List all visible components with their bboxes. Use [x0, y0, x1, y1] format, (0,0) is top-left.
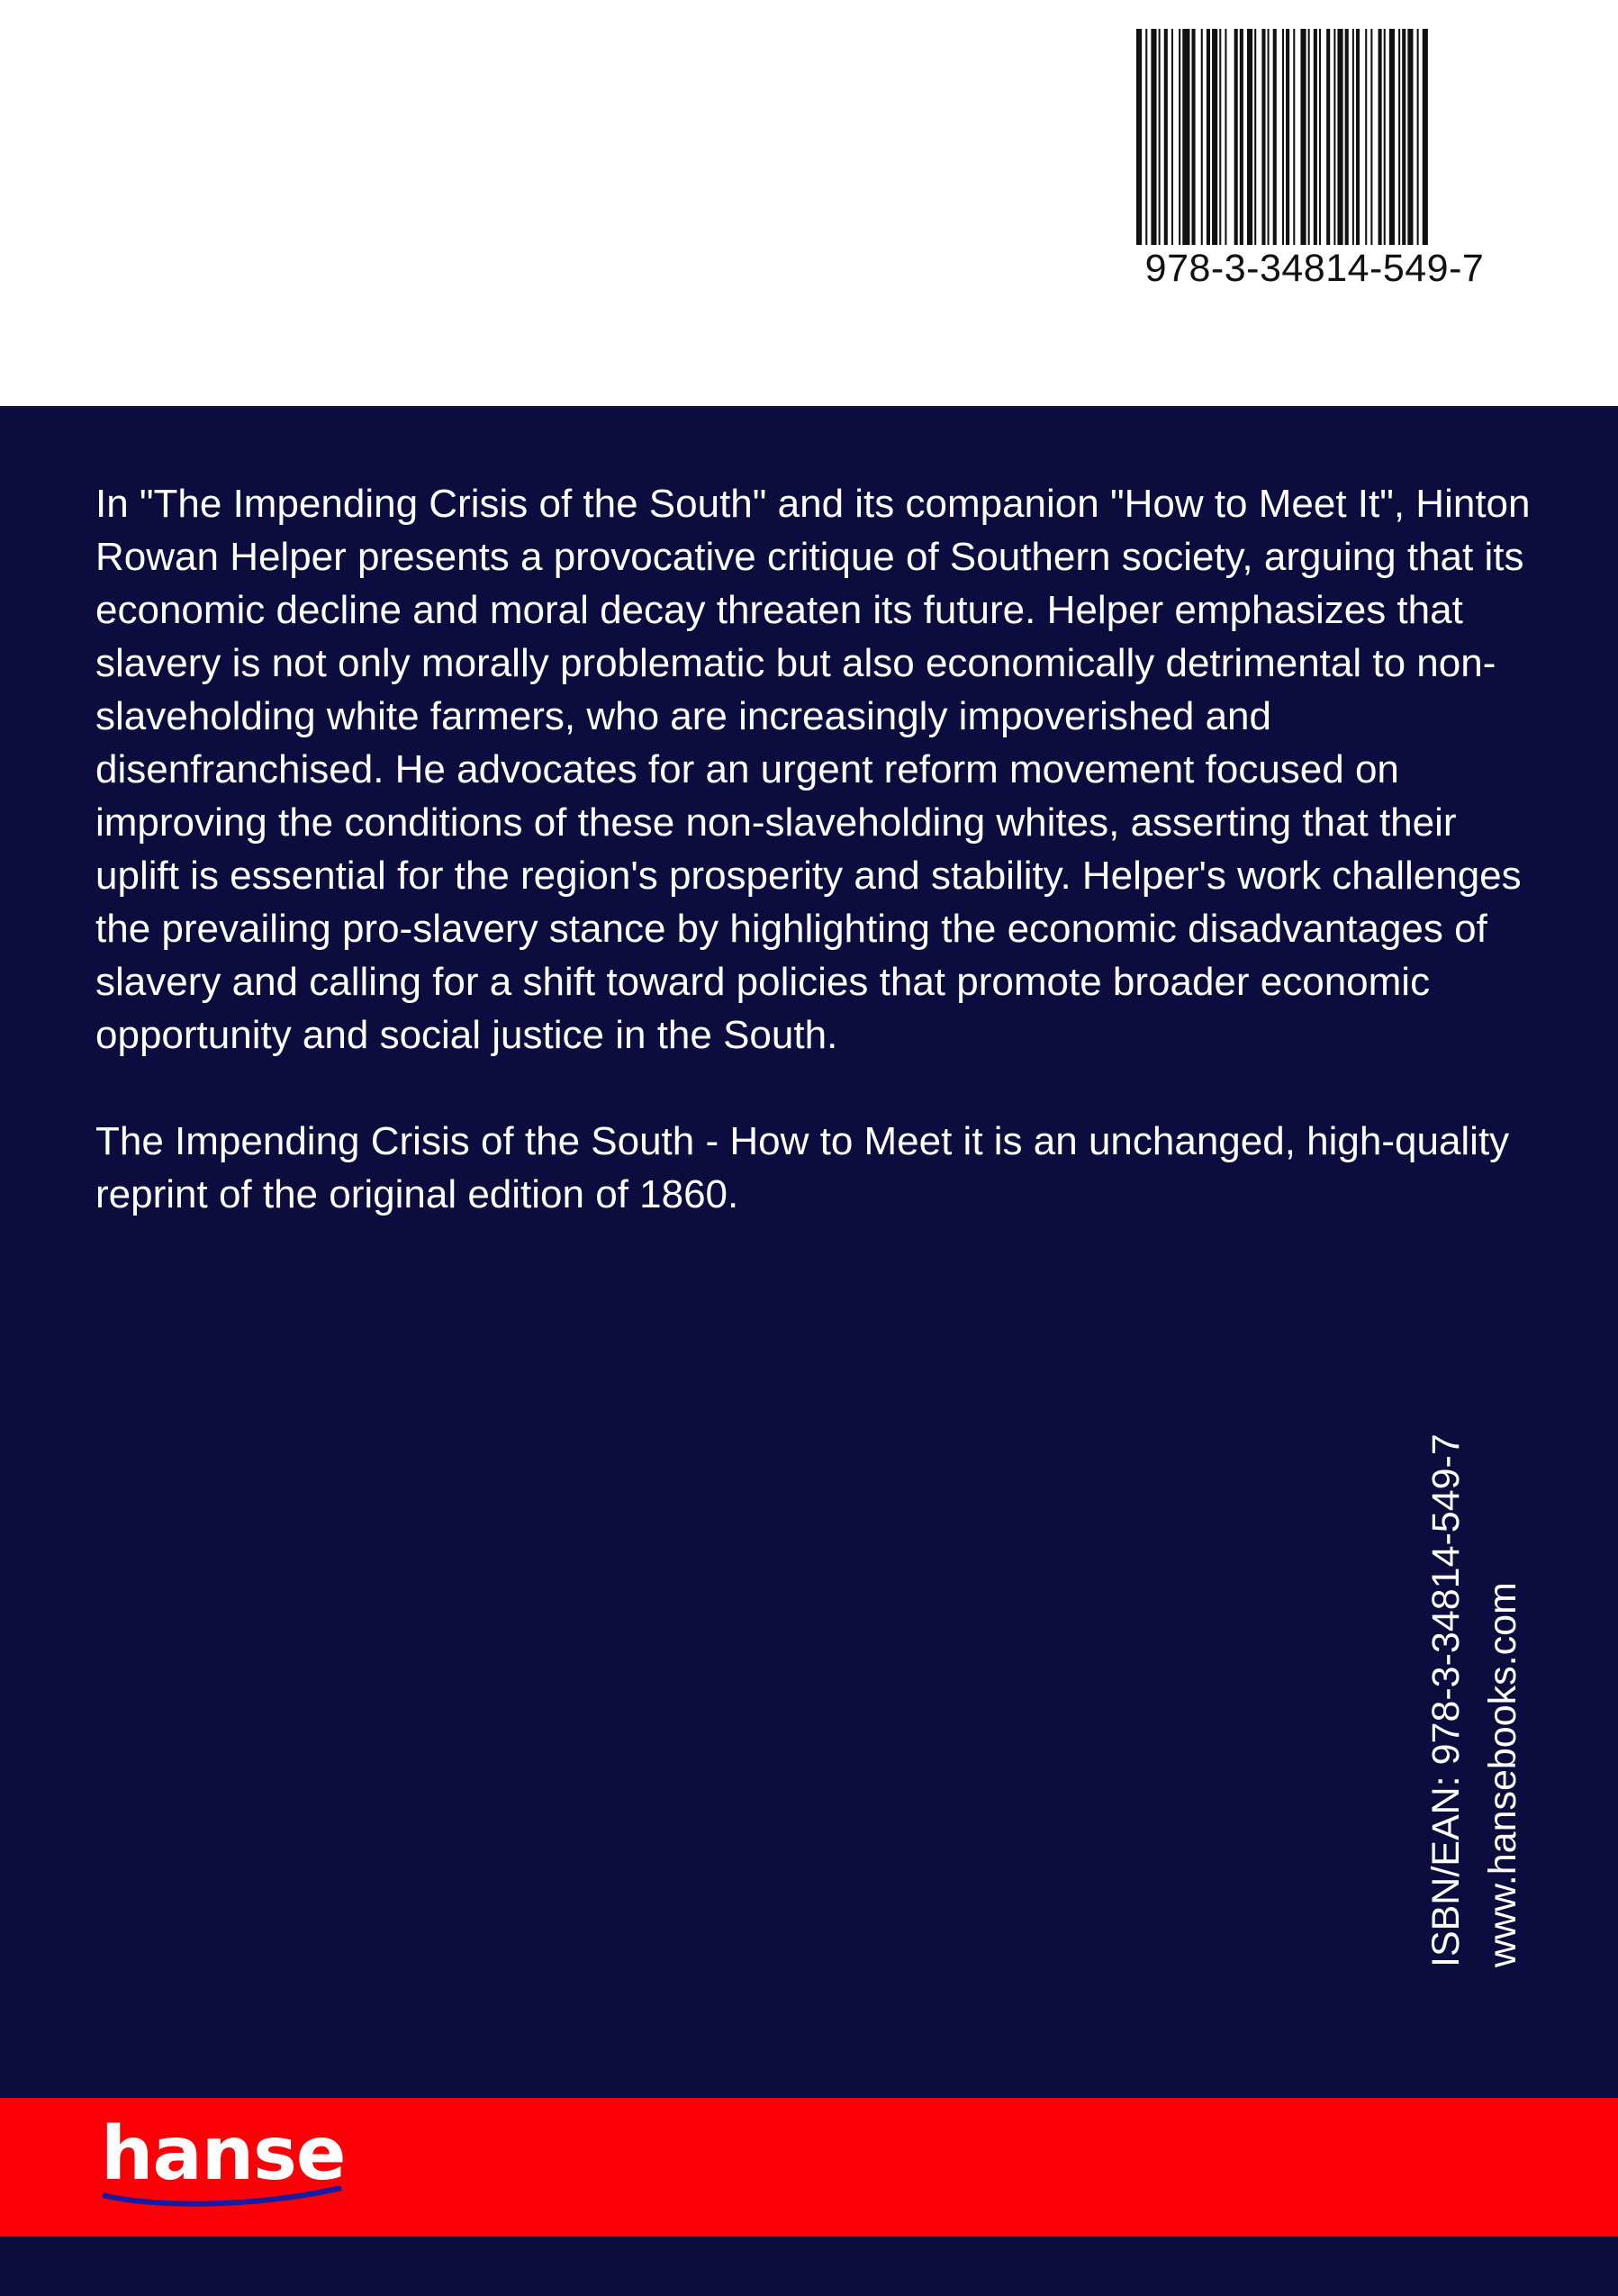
logo-wordmark: hanse — [101, 2111, 346, 2197]
barcode-bar — [1293, 29, 1295, 245]
barcode-bar — [1286, 29, 1289, 245]
barcode-bar — [1282, 29, 1284, 245]
barcode-bar — [1212, 29, 1217, 245]
website-line: www.hansebooks.com — [1481, 1582, 1524, 1967]
barcode-bar — [1207, 29, 1210, 245]
reprint-note: The Impending Crisis of the South - How to Meet it is an unchanged, high-quality reprint of the original edition of 1860. — [95, 1119, 1510, 1216]
barcode-bar — [1240, 29, 1243, 245]
barcode-bar — [1171, 29, 1173, 245]
description-paragraph: In "The Impending Crisis of the South" and its companion "How to Meet It", Hinton Rowan Helper presents a provocative critique of Southern society, arguing that its economic decline and moral decay threaten its future. Helper emphasizes that slavery is not only morally problematic but also economically detrimental to non-slaveholding white farmers, who are increasingly impoverished and disenfranchised. He advocates for an urgent reform movement focused on improving the conditions of these non-slaveholding whites, asserting that their uplift is essential for the region's prosperity and stability. Helper's work challenges the prevailing pro-slavery stance by highlighting the economic disadvantages of slavery and calling for a shift toward policies that promote broader economic opportunity and social justice in the South. — [95, 482, 1531, 1057]
barcode-bar — [1159, 29, 1161, 245]
barcode-bar — [1423, 29, 1428, 245]
book-description — [95, 477, 1536, 1221]
barcode-bar — [1254, 29, 1256, 245]
hanse-logo — [101, 2111, 344, 2219]
barcode-bar — [1356, 29, 1360, 245]
barcode-bar — [1417, 29, 1419, 245]
barcode — [1134, 29, 1495, 299]
barcode-bar — [1345, 29, 1349, 245]
barcode-bar — [1151, 29, 1156, 245]
barcode-bar — [1300, 29, 1306, 245]
barcode-bar — [1234, 29, 1238, 245]
barcode-bar — [1370, 29, 1372, 245]
isbn-line: ISBN/EAN: 978-3-34814-549-7 — [1424, 1433, 1468, 1967]
barcode-bar — [1219, 29, 1221, 245]
barcode-bar — [1247, 29, 1252, 245]
barcode-bar — [1179, 29, 1180, 245]
barcode-bar — [1268, 29, 1270, 245]
barcode-bar — [1333, 29, 1335, 245]
barcode-bar — [1378, 29, 1382, 245]
barcode-bar — [1326, 29, 1330, 245]
barcode-bar — [1164, 29, 1168, 245]
barcode-bar — [1402, 29, 1406, 245]
barcode-bar — [1337, 29, 1342, 245]
barcode-bar — [1398, 29, 1400, 245]
barcode-bar — [1308, 29, 1310, 245]
barcode-number: 978-3-34814-549-7 — [1144, 247, 1485, 290]
barcode-bars — [1136, 29, 1493, 245]
barcode-bar — [1136, 29, 1142, 245]
barcode-bar — [1319, 29, 1321, 245]
barcode-bar — [1145, 29, 1147, 245]
isbn-block — [1418, 1433, 1532, 1967]
barcode-bar — [1384, 29, 1386, 245]
barcode-bar — [1273, 29, 1277, 245]
barcode-bar — [1261, 29, 1265, 245]
barcode-bar — [1407, 29, 1413, 245]
barcode-bar — [1201, 29, 1203, 245]
barcode-bar — [1192, 29, 1196, 245]
barcode-bar — [1389, 29, 1395, 245]
barcode-bar — [1365, 29, 1367, 245]
barcode-bar — [1182, 29, 1189, 245]
barcode-bar — [1225, 29, 1226, 245]
barcode-bar — [1314, 29, 1317, 245]
top-white-panel — [0, 0, 1618, 406]
barcode-bar — [1352, 29, 1354, 245]
